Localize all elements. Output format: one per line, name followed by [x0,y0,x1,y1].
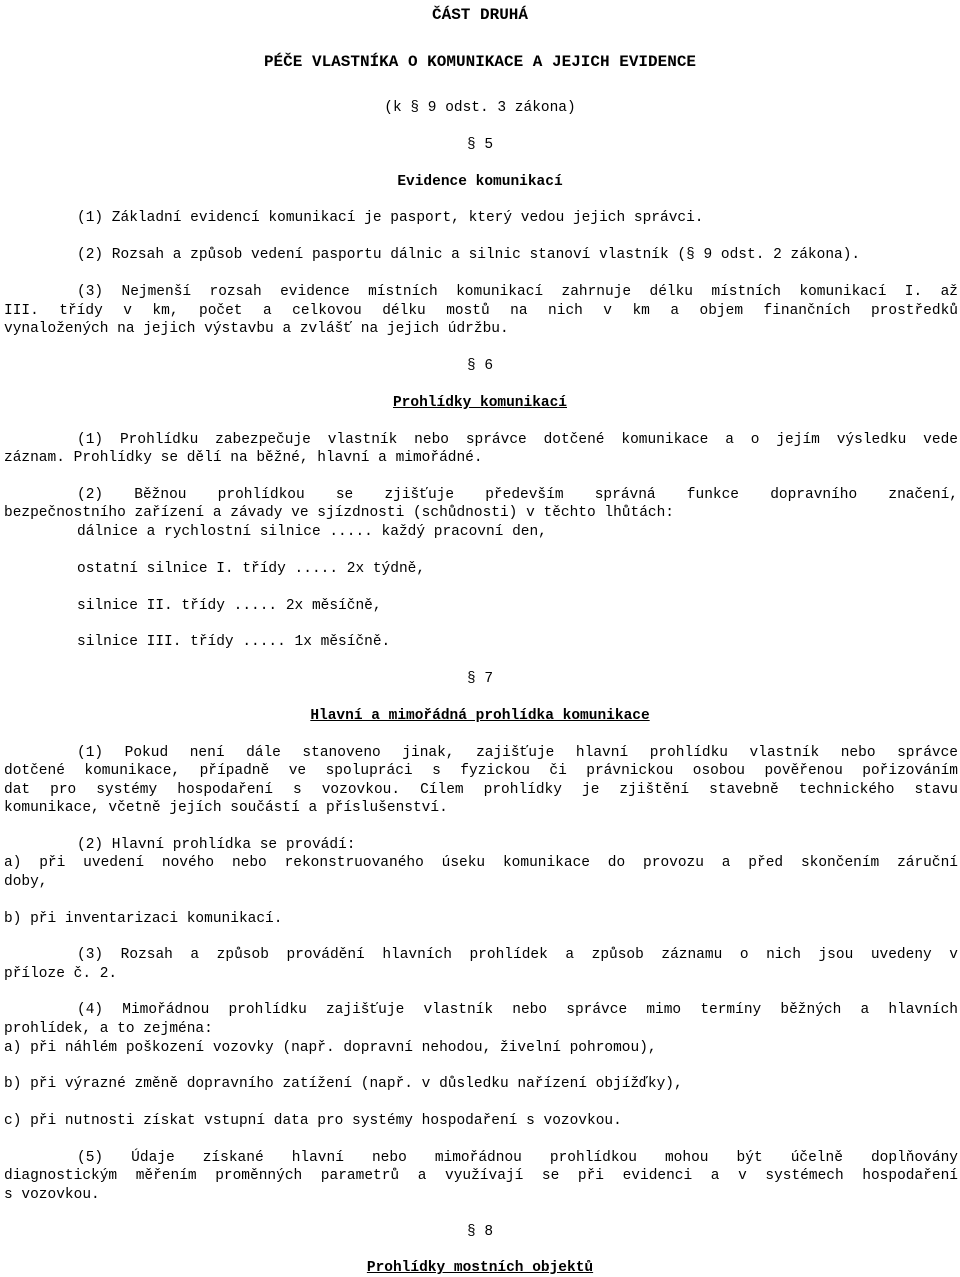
inspection-interval-item: silnice III. třídy ..... 1x měsíčně. [77,634,391,650]
section-7-paragraph-4b: b) při výrazné změně dopravního zatížení (např. v důsledku nařízení objížďky), [4,1076,683,1092]
section-7-paragraph-5-line-3: s vozovkou. [4,1187,100,1203]
section-5-paragraph-1: (1) Základní evidencí komunikací je pasport, který vedou jejich správci. [77,210,704,226]
section-8-heading: Prohlídky mostních objektů [366,1260,594,1276]
section-7-paragraph-1-line-4: komunikace, včetně jejích součástí a příslušenství. [4,800,448,816]
section-7-paragraph-3-line-2: příloze č. 2. [4,966,118,982]
part-reference: (k § 9 odst. 3 zákona) [384,100,576,116]
inspection-interval-item: ostatní silnice I. třídy ..... 2x týdně, [77,561,426,577]
section-7-paragraph-4-line-2: prohlídek, a to zejména: [4,1021,213,1037]
section-6-paragraph-2-line-2: bezpečnostního zařízení a závady ve sjízdnosti (schůdnosti) v těchto lhůtách: [4,505,675,521]
part-subtitle: PÉČE VLASTNÍKA O KOMUNIKACE A JEJICH EVIDENCE [263,53,697,71]
section-7-paragraph-4c: c) při nutnosti získat vstupní data pro systémy hospodaření s vozovkou. [4,1113,622,1129]
section-7-paragraph-5-line-2: diagnostickým měřením proměnných parametrů a využívají se při evidenci a v systémech hospodaření [4,1168,958,1184]
section-7-paragraph-1-line-1: (1) Pokud není dále stanoveno jinak, zajišťuje hlavní prohlídku vlastník nebo správce [77,745,958,761]
section-6-heading: Prohlídky komunikací [392,395,568,411]
section-5-number: § 5 [466,137,494,153]
inspection-interval-item: dálnice a rychlostní silnice ..... každý pracovní den, [77,524,547,540]
section-7-paragraph-2b: b) při inventarizaci komunikací. [4,911,283,927]
section-7-paragraph-2a-line-1: a) při uvedení nového nebo rekonstruovaného úseku komunikace do provozu a před skončením záruční [4,855,958,871]
section-7-paragraph-3-line-1: (3) Rozsah a způsob provádění hlavních prohlídek a způsob záznamu o nich jsou uvedeny v [77,947,958,963]
part-title: ČÁST DRUHÁ [431,6,528,24]
section-7-paragraph-2: (2) Hlavní prohlídka se provádí: [77,837,356,853]
section-6-paragraph-1-line-2: záznam. Prohlídky se dělí na běžné, hlavní a mimořádné. [4,450,483,466]
section-7-paragraph-5-line-1: (5) Údaje získané hlavní nebo mimořádnou prohlídkou mohou být účelně doplňovány [77,1150,958,1166]
section-6-paragraph-1-line-1: (1) Prohlídku zabezpečuje vlastník nebo správce dotčené komunikace a o jejím výsledku vede [77,432,958,448]
section-8-number: § 8 [466,1224,494,1240]
section-6-paragraph-2-line-1: (2) Běžnou prohlídkou se zjišťuje především správná funkce dopravního značení, [77,487,958,503]
section-7-number: § 7 [466,671,494,687]
section-5-paragraph-3-line-3: vynaložených na jejich výstavbu a zvlášť na jejich údržbu. [4,321,509,337]
section-5-heading: Evidence komunikací [397,174,563,190]
section-5-paragraph-2: (2) Rozsah a způsob vedení pasportu dálnic a silnic stanoví vlastník (§ 9 odst. 2 zákona). [77,247,861,263]
section-7-heading: Hlavní a mimořádná prohlídka komunikace [310,708,650,724]
section-7-paragraph-1-line-3: dat pro systémy hospodaření s vozovkou. Cílem prohlídky je zjištění stavebně technického stavu [4,782,958,798]
inspection-interval-item: silnice II. třídy ..... 2x měsíčně, [77,598,382,614]
section-5-paragraph-3-line-1: (3) Nejmenší rozsah evidence místních komunikací zahrnuje délku místních komunikací I. až [77,284,958,300]
section-7-paragraph-2a-line-2: doby, [4,874,48,890]
section-5-paragraph-3-line-2: III. třídy v km, počet a celkovou délku mostů na nich v km a objem finančních prostředků [4,303,958,319]
section-7-paragraph-4-line-1: (4) Mimořádnou prohlídku zajišťuje vlastník nebo správce mimo termíny běžných a hlavních [77,1002,958,1018]
section-6-number: § 6 [466,358,494,374]
section-7-paragraph-1-line-2: dotčené komunikace, případně ve spolupráci s fyzickou či právnickou osobou pověřenou pořizováním [4,763,958,779]
section-7-paragraph-4a: a) při náhlém poškození vozovky (např. dopravní nehodou, živelní pohromou), [4,1040,657,1056]
